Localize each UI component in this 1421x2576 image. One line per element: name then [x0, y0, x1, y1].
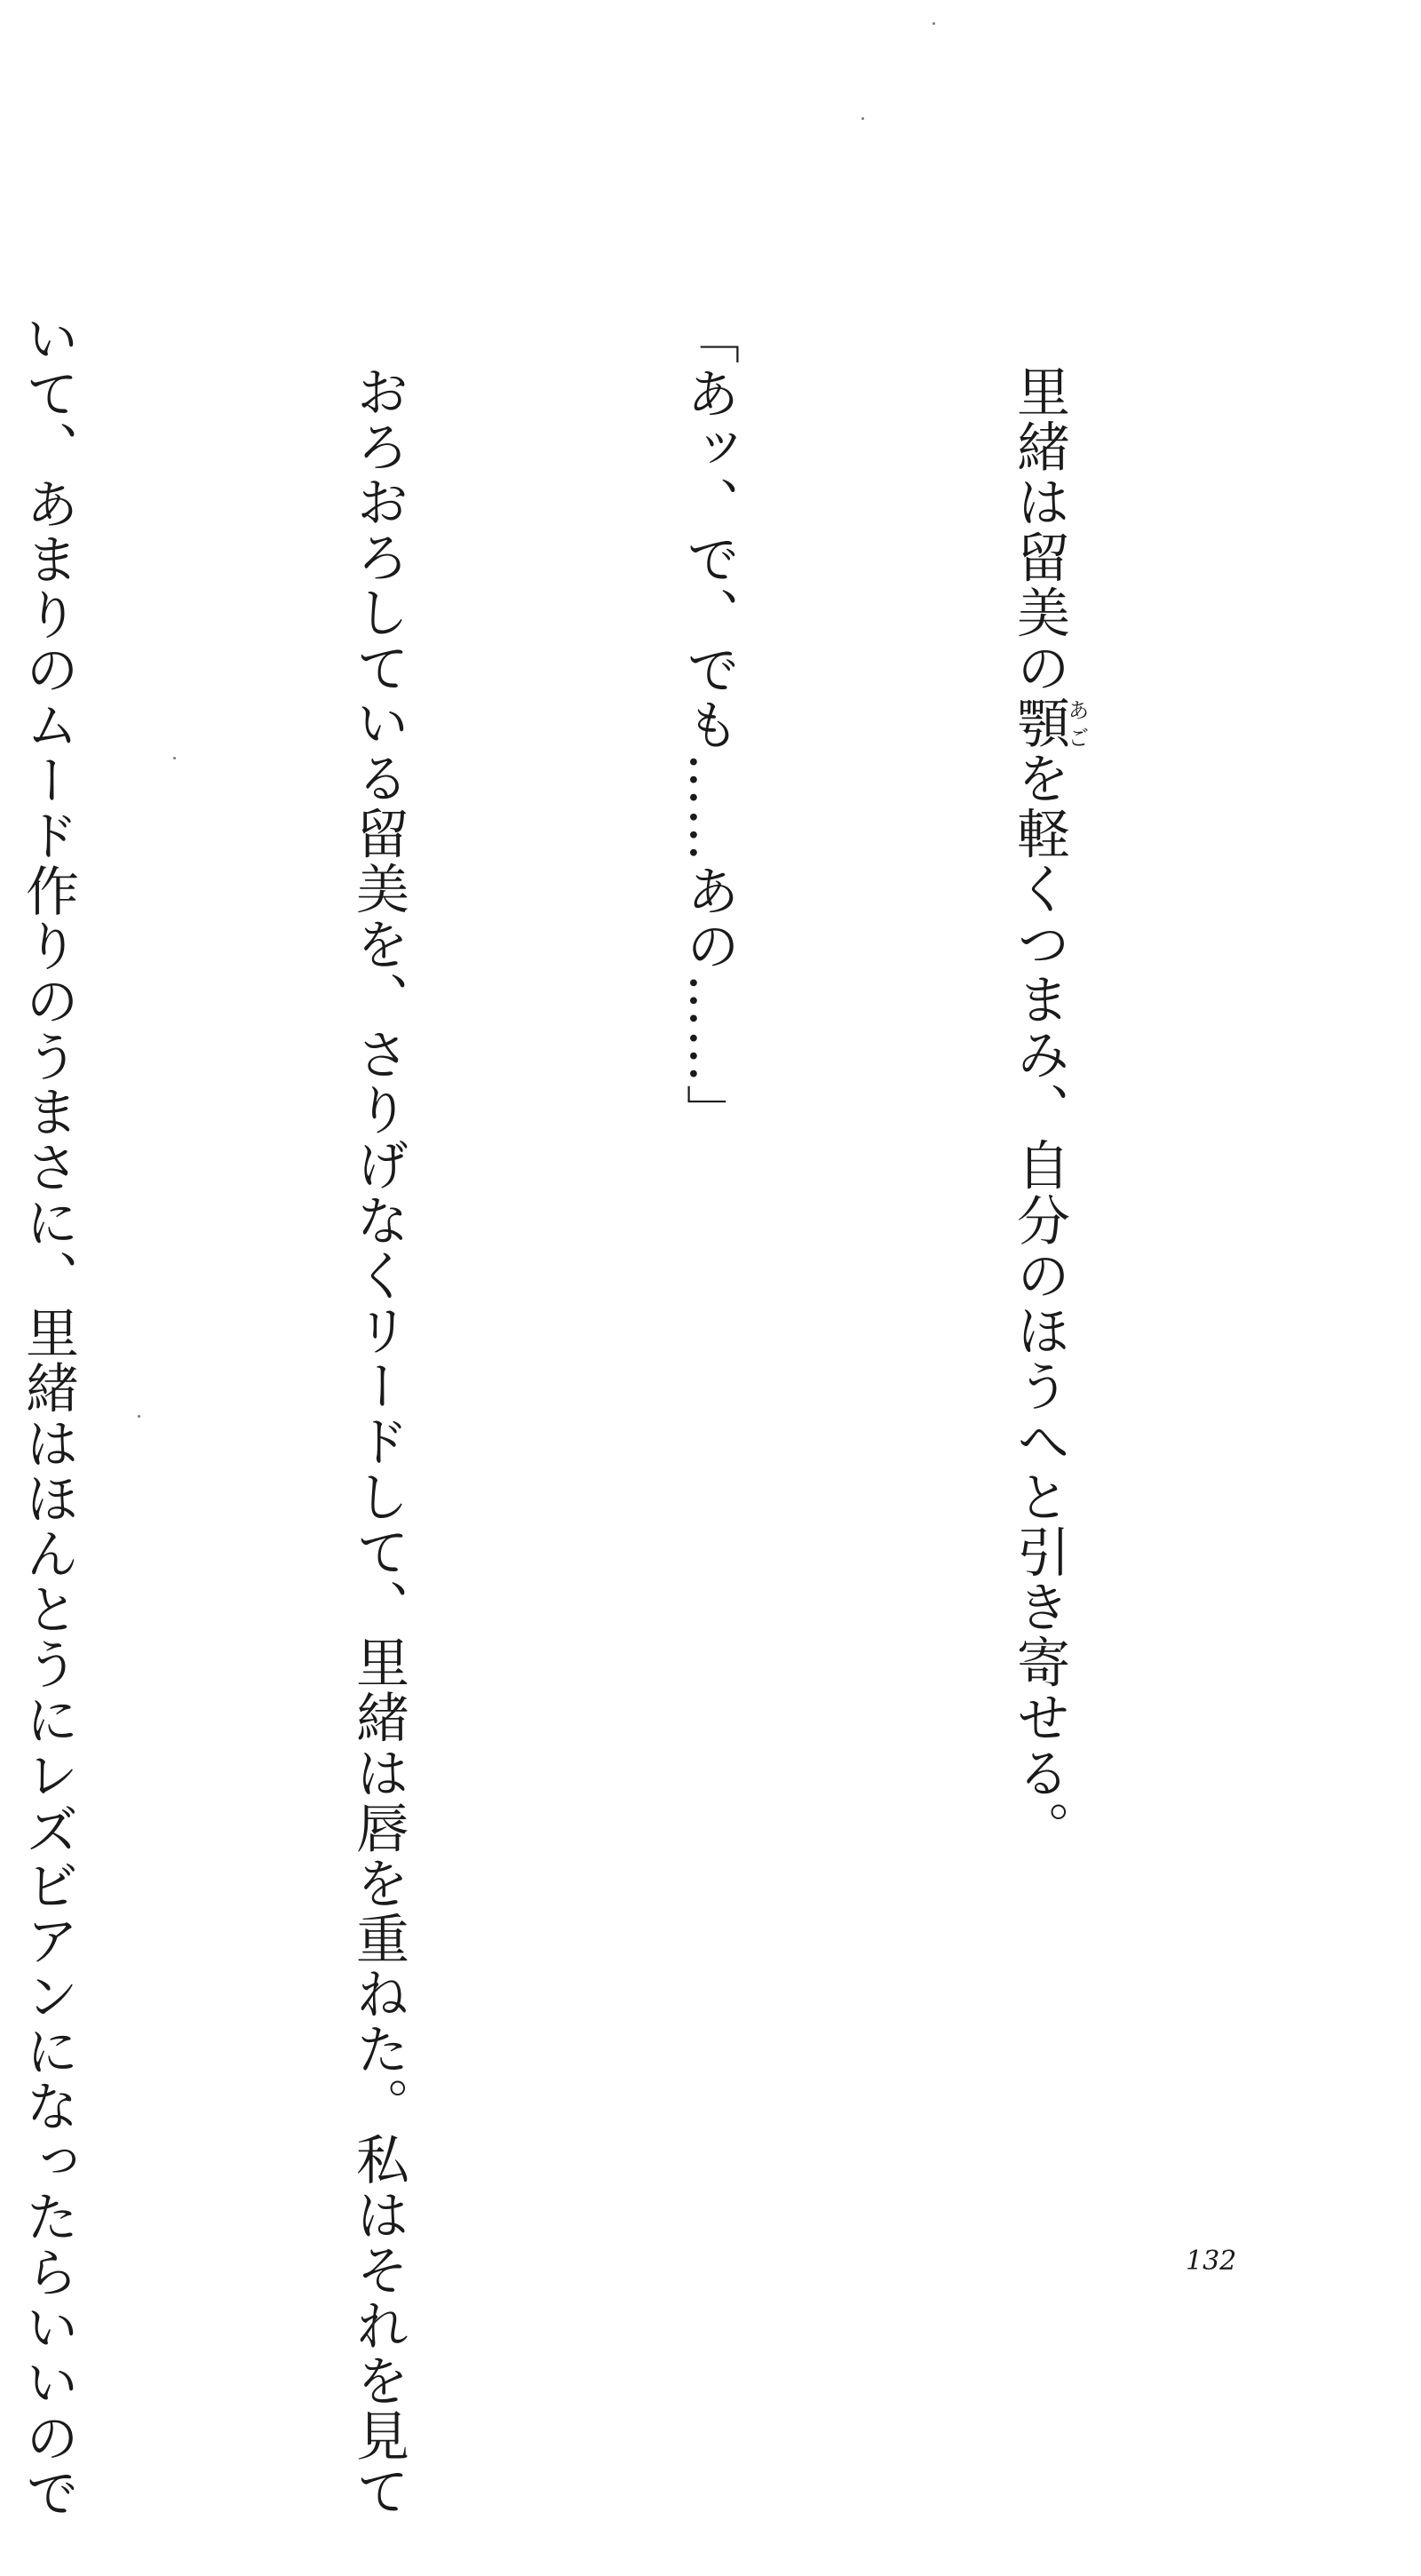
ruby-annotation: 顎あご [1008, 696, 1089, 751]
scan-speck [861, 117, 864, 120]
ruby-reading: あご [1064, 696, 1089, 751]
text-line: 里緒は留美の顎あごを軽くつまみ、自分のほうへと引き寄せる。 [1008, 364, 1089, 1856]
scan-speck [933, 22, 935, 25]
page-number: 132 [1186, 2246, 1237, 2277]
scan-speck [173, 757, 176, 759]
text-line: 「あッ、で、でも……あの……」 [678, 311, 740, 1141]
text-line: おろおろしている留美を、さりげなくリードして、里緒は唇を重ねた。私はそれを見て [347, 364, 409, 2519]
text-line: いて、あまりのムード作りのうまさに、里緒はほんとうにレズビアンになったらいいので [17, 311, 79, 2521]
scan-speck [138, 1415, 140, 1418]
